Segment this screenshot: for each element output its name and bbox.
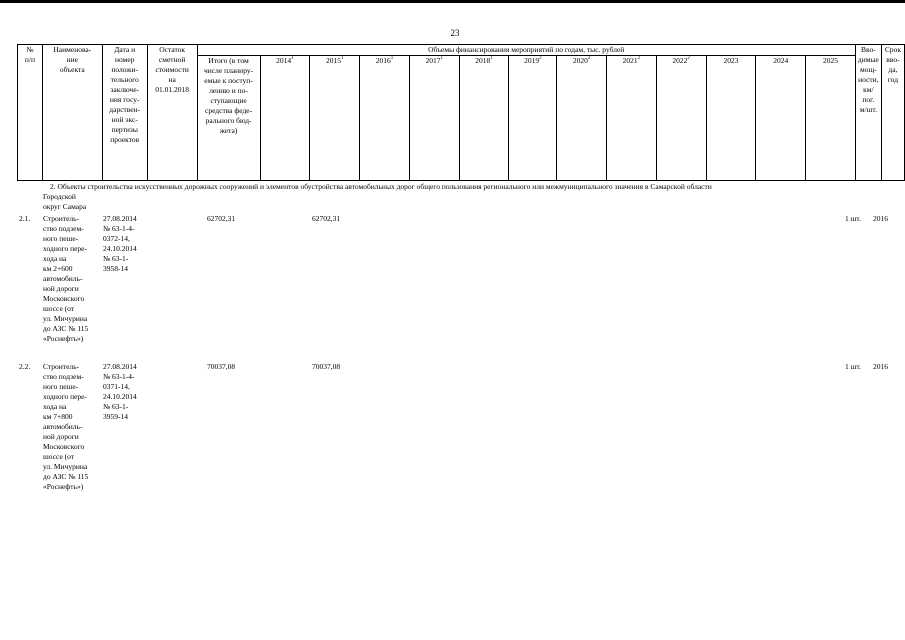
expertise-info: 27.08.2014 № 63-1-4- 0371-14, 24.10.2014 № 63-1- 3959-14 [103, 362, 137, 421]
col-year-header: 2019$^2$ [509, 56, 557, 181]
col-year-header: 2021$^2$ [607, 56, 657, 181]
deadline-value: 2016 [873, 214, 888, 223]
row-number: 2.1. [19, 214, 31, 223]
col-residual-header: Остаток сметной стоимости на 01.01.2018 [147, 45, 197, 181]
object-name: Строитель- ство подзем- ного пеше- ходного пере- хода на км 2+600 автомобиль- ной дороги Московского шоссе (от ул. Мичурина до АЗС № 115 «Роснефть») [43, 214, 89, 343]
col-year-header: 2014$^1$ [260, 56, 310, 181]
top-rule [0, 0, 905, 3]
row-number: 2.2. [19, 362, 31, 371]
financing-table-header [17, 44, 905, 181]
section-title: 2. Объекты строительства искусственных дорожных сооружений и элементов обустройства автомобильных дорог общего пользования регионального или межмуниципального значения в Самарской области [50, 182, 712, 191]
col-total-header: Итого (в том числе планиру- емые к поступ- лению и по- ступающие средства феде- рального бюд- жета) [197, 56, 260, 181]
col-capacity-header: Вво- димые мощ- ности, км/ пог. м/шт. [855, 45, 881, 181]
col-deadline-header: Срок вво- да, год [881, 45, 904, 181]
col-year-header: 2022$^2$ [656, 56, 706, 181]
col-expertise-header: Дата и номер положи- тельного заключе- ния госу- дарствен- ной экс- пертизы проектов [102, 45, 147, 181]
col-year-header: 2024 [756, 56, 806, 181]
expertise-info: 27.08.2014 № 63-1-4- 0372-14, 24.10.2014 № 63-1- 3958-14 [103, 214, 137, 273]
year-2015-value: 62702,31 [312, 214, 341, 223]
col-year-header: 2016$^1$ [360, 56, 410, 181]
year-2015-value: 70037,08 [312, 362, 341, 371]
deadline-value: 2016 [873, 362, 888, 371]
object-name: Строитель- ство подзем- ного пеше- ходного пере- хода на км 7+800 автомобиль- ной дороги Московского шоссе (от ул. Мичурина до АЗС № 115 «Роснефть») [43, 362, 89, 491]
district-label: Городской округ Самара [43, 192, 87, 211]
col-year-header: 2023 [706, 56, 756, 181]
col-year-header: 2017$^1$ [409, 56, 459, 181]
total-value: 62702,31 [207, 214, 236, 223]
col-year-header: 2015$^1$ [310, 56, 360, 181]
col-name-header: Наименова- ние объекта [42, 45, 102, 181]
col-year-header: 2018$^1$ [459, 56, 509, 181]
capacity-value: 1 шт. [845, 214, 861, 223]
financing-group-header: Объемы финансирования мероприятий по годам, тыс. рублей [197, 45, 855, 56]
col-num-header: № п/п [18, 45, 43, 181]
col-year-header: 2020$^2$ [557, 56, 607, 181]
col-year-header: 2025 [806, 56, 856, 181]
capacity-value: 1 шт. [845, 362, 861, 371]
page-number: 23 [450, 28, 460, 38]
total-value: 70037,08 [207, 362, 236, 371]
